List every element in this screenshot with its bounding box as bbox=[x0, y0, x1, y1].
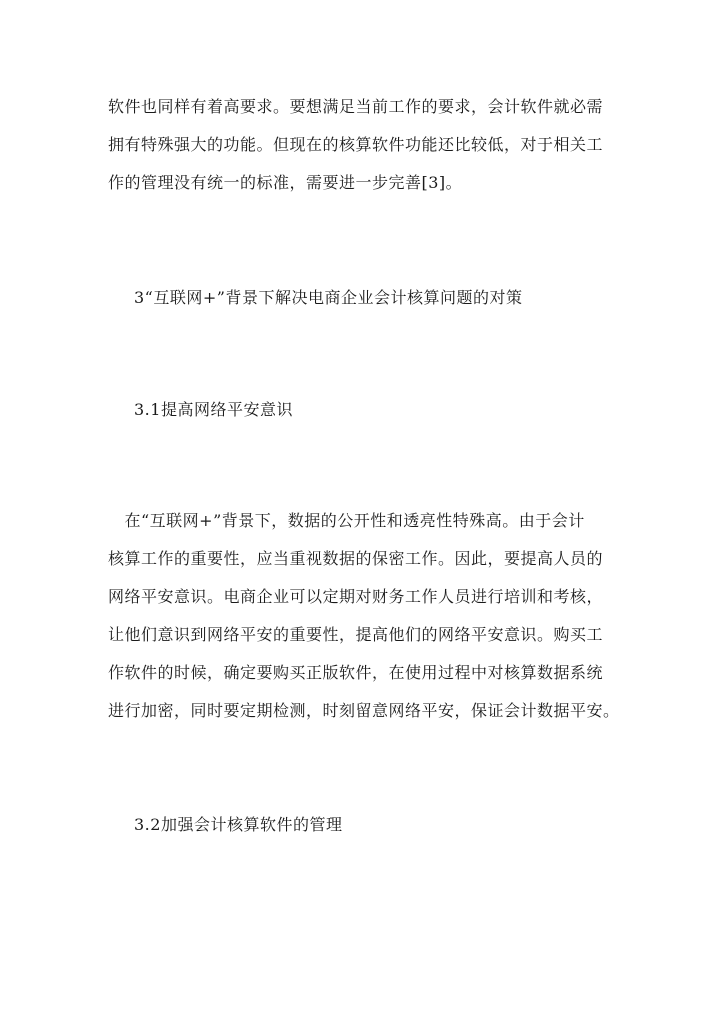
section-heading-3-1: 3.1提高网络平安意识 bbox=[134, 400, 293, 419]
text-line: 进行加密，同时要定期检测，时刻留意网络平安，保证会计数据平安。 bbox=[108, 701, 620, 720]
paragraph-network-security bbox=[108, 502, 618, 730]
section-heading-3: 3“互联网+”背景下解决电商企业会计核算问题的对策 bbox=[134, 288, 523, 307]
section-heading-3-2: 3.2加强会计核算软件的管理 bbox=[134, 815, 343, 834]
paragraph-software-requirements bbox=[108, 88, 618, 202]
text-line: 让他们意识到网络平安的重要性，提高他们的网络平安意识。购买工 bbox=[108, 625, 604, 644]
text-line: 作软件的时候，确定要购买正版软件，在使用过程中对核算数据系统 bbox=[108, 663, 604, 682]
text-line: 在“互联网+”背景下，数据的公开性和透亮性特殊高。由于会计 bbox=[108, 511, 585, 530]
text-line: 作的管理没有统一的标准，需要进一步完善[3]。 bbox=[108, 173, 463, 192]
text-line: 软件也同样有着高要求。要想满足当前工作的要求，会计软件就必需 bbox=[108, 97, 604, 116]
text-line: 核算工作的重要性，应当重视数据的保密工作。因此，要提高人员的 bbox=[108, 549, 604, 568]
text-line: 网络平安意识。电商企业可以定期对财务工作人员进行培训和考核， bbox=[108, 587, 604, 606]
text-line: 拥有特殊强大的功能。但现在的核算软件功能还比较低，对于相关工 bbox=[108, 135, 604, 154]
